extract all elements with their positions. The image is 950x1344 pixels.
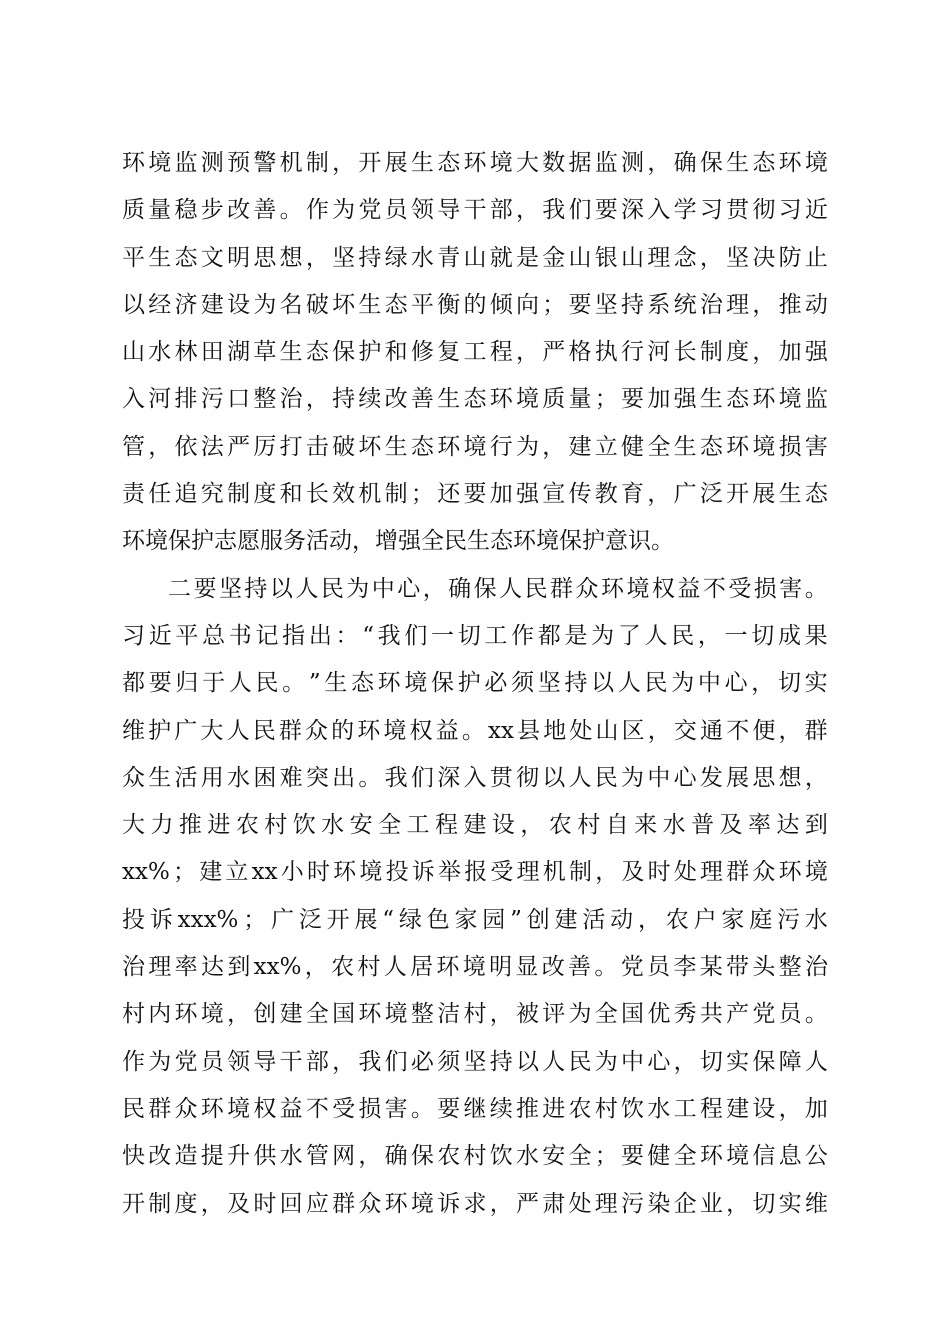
text-line: 环 境 监 测 预 警 机 制 ， 开 展 生 态 环 境 大 数 据 监 测 ， 确 保 生 态 环 境 [122, 150, 828, 176]
text-line: 入 河 排 污 口 整 治 ， 持 续 改 善 生 态 环 境 质 量 ； 要 加 强 生 态 环 境 监 [122, 386, 828, 413]
text-line: 平 生 态 文 明 思 想 ， 坚 持 绿 水 青 山 就 是 金 山 银 山 理 念 ， 坚 决 防 止 [122, 244, 828, 271]
text-line: 投 诉 xxx% ； 广 泛 开 展 “ 绿 色 家 园 ” 创 建 活 动 ， 农 户 家 庭 污 水 [122, 906, 828, 933]
text-line: 开 制 度 ， 及 时 回 应 群 众 环 境 诉 求 ， 严 肃 处 理 污 染 企 业 ， 切 实 维 [122, 1190, 828, 1217]
body-text [122, 140, 828, 1228]
text-line: 作 为 党 员 领 导 干 部 ， 我 们 必 须 坚 持 以 人 民 为 中 心 ， 切 实 保 障 人 [122, 1048, 828, 1075]
text-line: xx% ； 建 立 xx 小 时 环 境 投 诉 举 报 受 理 机 制 ， 及 时 处 理 群 众 环 境 [122, 859, 828, 886]
text-line: 都 要 归 于 人 民 。 ” 生 态 环 境 保 护 必 须 坚 持 以 人 民 为 中 心 ， 切 实 [122, 670, 828, 697]
text-line: 二 要 坚 持 以 人 民 为 中 心 ， 确 保 人 民 群 众 环 境 权 益 不 受 损 害 。 [168, 575, 828, 602]
text-line: 管 ， 依 法 严 厉 打 击 破 坏 生 态 环 境 行 为 ， 建 立 健 全 生 态 环 境 损 害 [122, 433, 828, 460]
text-line: 众 生 活 用 水 困 难 突 出 。 我 们 深 入 贯 彻 以 人 民 为 中 心 发 展 思 想 ， [122, 764, 828, 791]
text-line: 质 量 稳 步 改 善 。 作 为 党 员 领 导 干 部 ， 我 们 要 深 入 学 习 贯 彻 习 近 [122, 197, 828, 224]
text-line: 大 力 推 进 农 村 饮 水 安 全 工 程 建 设 ， 农 村 自 来 水 普 及 率 达 到 [122, 812, 828, 839]
text-line: 治 理 率 达 到 xx% ， 农 村 人 居 环 境 明 显 改 善 。 党 员 李 某 带 头 整 治 [122, 954, 828, 981]
text-line: 以 经 济 建 设 为 名 破 坏 生 态 平 衡 的 倾 向 ； 要 坚 持 系 统 治 理 ， 推 动 [122, 291, 828, 318]
text-line: 习 近 平 总 书 记 指 出 ： “ 我 们 一 切 工 作 都 是 为 了 人 民 ， 一 切 成 果 [122, 622, 828, 649]
text-line: 维 护 广 大 人 民 群 众 的 环 境 权 益 。 xx 县 地 处 山 区 ， 交 通 不 便 ， 群 [122, 717, 828, 744]
text-line: 快 改 造 提 升 供 水 管 网 ， 确 保 农 村 饮 水 安 全 ； 要 健 全 环 境 信 息 公 [122, 1143, 828, 1170]
text-line: 责 任 追 究 制 度 和 长 效 机 制 ； 还 要 加 强 宣 传 教 育 ， 广 泛 开 展 生 态 [122, 481, 828, 508]
text-line: 环境保护志愿服务活动，增强全民生态环境保护意识。 [122, 528, 674, 555]
text-line: 民 群 众 环 境 权 益 不 受 损 害 。 要 继 续 推 进 农 村 饮 水 工 程 建 设 ， 加 [122, 1095, 828, 1122]
text-line: 村 内 环 境 ， 创 建 全 国 环 境 整 洁 村 ， 被 评 为 全 国 优 秀 共 产 党 员 。 [122, 1001, 828, 1028]
text-line: 山 水 林 田 湖 草 生 态 保 护 和 修 复 工 程 ， 严 格 执 行 河 长 制 度 ， 加 强 [122, 339, 828, 366]
